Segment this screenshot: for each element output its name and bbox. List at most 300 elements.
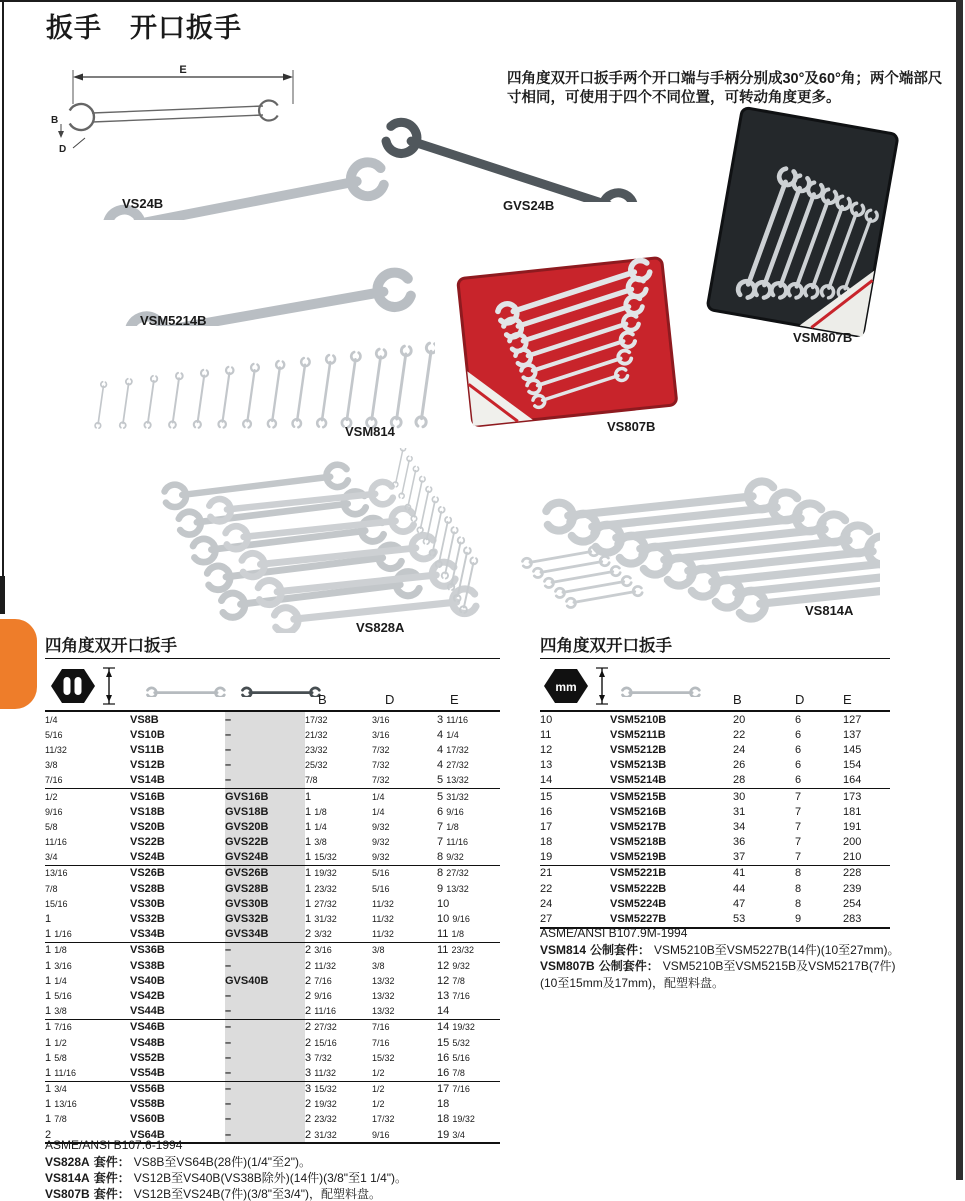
cell-d: 11/32 [372, 914, 394, 925]
product-label-vs807b: VS807B [607, 419, 656, 434]
cell-b: 41 [730, 865, 792, 881]
col-b-label: B [318, 692, 327, 707]
cell-e: 191 [843, 820, 862, 833]
note-model: VSM814 [540, 943, 587, 957]
cell-size: 3/8 [45, 760, 58, 771]
inch-table-title: 四角度双开口扳手 [45, 637, 177, 655]
cell-d: 15/32 [372, 1052, 395, 1063]
chrome-wrench-icon [140, 671, 232, 697]
cell-e: 10 [437, 897, 450, 910]
wrench-art [169, 373, 183, 429]
cell-size: 1 3/8 [45, 1005, 67, 1018]
cell-gvs: – [225, 958, 305, 973]
cell-e: 254 [843, 897, 862, 910]
cell-e: 12 9/32 [437, 959, 470, 972]
table-row [45, 896, 500, 911]
cell-d: 13/32 [372, 975, 395, 986]
note-text: VS12B至VS40B(VS38B除外)(14件)(3/8"至1 1/4")。 [133, 1171, 408, 1185]
cell-b: 31 [733, 805, 746, 818]
cell-size: 13/16 [45, 865, 130, 881]
cell-d: 1/2 [372, 1099, 385, 1110]
cell-b: 47 [733, 897, 746, 910]
wrench-art [218, 367, 234, 428]
cell-d: 5/16 [372, 865, 437, 881]
cell-size: 21 [540, 865, 610, 881]
cell-b: 1 27/32 [305, 897, 337, 910]
cell-e: 164 [843, 774, 862, 787]
page-top-rule [0, 0, 962, 2]
cell-d: 11/32 [372, 929, 394, 940]
cell-d: 9/32 [372, 821, 390, 832]
inch-standard: ASME/ANSI B107.6-1994 [45, 1138, 183, 1152]
cell-size: 11/16 [45, 837, 67, 848]
wrench-art [384, 119, 636, 202]
cell-d: 7/32 [372, 744, 390, 755]
page-left-rule [2, 2, 4, 612]
cell-size: 3/4 [45, 852, 58, 863]
cell-e: 16 5/16 [437, 1051, 470, 1064]
cell-size: 14 [540, 774, 553, 787]
cell-b: 2 3/32 [305, 928, 332, 941]
cell-model: VS64B [130, 1128, 165, 1141]
vs828a-set-photo [122, 448, 522, 633]
table-row [540, 865, 890, 881]
cell-e: 145 [843, 743, 862, 756]
cell-gvs: – [225, 942, 305, 958]
product-label-vs24b: VS24B [122, 196, 164, 211]
cell-e: 10 9/16 [437, 913, 470, 926]
table-row [540, 804, 890, 819]
cell-e: 239 [843, 882, 862, 895]
cell-e: 4 27/32 [437, 759, 469, 772]
col-e-label: E [450, 692, 459, 707]
vsm814-set-photo [80, 338, 435, 438]
cell-model: VS30B [130, 897, 165, 910]
table-row [45, 758, 500, 773]
col-d-label: D [795, 692, 805, 707]
cell-model: VSM5213B [610, 759, 667, 772]
metric-table-header [540, 658, 890, 711]
vs814a-set-photo [515, 468, 880, 623]
wrench-art [391, 346, 412, 427]
wrench-art [292, 358, 310, 428]
hex-mm-icon [540, 664, 618, 708]
metric-note [540, 958, 898, 992]
table-row [45, 973, 500, 988]
cell-d: 7/16 [372, 1037, 390, 1048]
cell-b: 34 [733, 820, 746, 833]
cell-e: 13 7/16 [437, 989, 470, 1002]
vs807b-tray-photo [440, 256, 690, 431]
note-text: VS8B至VS64B(28件)(1/4"至2")。 [133, 1155, 311, 1169]
cell-size: 13 [540, 759, 553, 772]
cell-e: 173 [842, 788, 890, 804]
metric-note [540, 942, 899, 958]
cell-model: VSM5216B [610, 805, 667, 818]
cell-d: 1/2 [372, 1067, 385, 1078]
table-row [45, 942, 500, 958]
cell-gvs: GVS18B [225, 804, 305, 819]
cell-b: 2 9/16 [305, 989, 332, 1002]
cell-e: 8 27/32 [437, 865, 500, 881]
cell-b: 7/8 [305, 775, 318, 786]
cell-e: 7 1/8 [437, 820, 459, 833]
cell-e: 4 17/32 [437, 743, 469, 756]
table-row [45, 742, 500, 757]
table-row [45, 850, 500, 866]
wrench-art [119, 379, 132, 429]
vsm5214b-photo [95, 226, 435, 326]
cell-gvs: GVS22B [225, 835, 305, 850]
table-row [540, 758, 890, 773]
note-model: VS828A [45, 1155, 90, 1169]
wrench-art [415, 343, 435, 427]
cell-d: 6 [795, 774, 802, 787]
cell-size: 1 5/16 [45, 989, 72, 1002]
cell-model: VS34B [130, 928, 165, 941]
cell-size: 1 5/8 [45, 1051, 67, 1064]
cell-gvs: – [225, 1112, 305, 1127]
table-row [540, 742, 890, 757]
cell-b: 21/32 [305, 729, 328, 740]
cell-b: 2 15/16 [305, 1036, 337, 1049]
cell-gvs: – [225, 711, 305, 727]
cell-model: VS52B [130, 1051, 165, 1064]
cell-b: 1 1/8 [305, 805, 327, 818]
cell-b: 30 [730, 788, 792, 804]
cell-model: VSM5212B [610, 743, 667, 756]
inch-note [45, 1170, 407, 1186]
cell-e: 7 11/16 [437, 836, 469, 849]
cell-e: 17 7/16 [437, 1081, 500, 1097]
cell-model: VSM5227B [610, 913, 667, 926]
metric-standard: ASME/ANSI B107.9M-1994 [540, 926, 688, 940]
cell-model: VS11B [130, 743, 165, 756]
product-label-vs828a: VS828A [356, 620, 405, 635]
cell-size: 7/16 [45, 775, 63, 786]
table-row [540, 727, 890, 742]
cell-b: 3 7/32 [305, 1051, 332, 1064]
cell-e: 14 [437, 1005, 450, 1018]
cell-d: 9/32 [372, 837, 390, 848]
note-text: VSM5210B至VSM5215B及VSM5217B(7件)(10至15mm及17mm)，配塑料盘。 [540, 959, 896, 990]
cell-model: VS28B [130, 882, 165, 895]
cell-gvs: GVS20B [225, 819, 305, 834]
cell-d: 6 [795, 759, 802, 772]
cell-b: 28 [733, 774, 746, 787]
cell-model: VSM5215B [610, 788, 730, 804]
cell-size: 18 [540, 836, 553, 849]
cell-d: 5/16 [372, 883, 390, 894]
dim-e-label: E [179, 64, 187, 76]
cell-e: 18 19/32 [437, 1113, 475, 1126]
cell-size: 11 [540, 728, 552, 741]
cell-d: 7 [792, 788, 842, 804]
cell-b: 2 31/32 [305, 1128, 337, 1141]
cell-size: 15/16 [45, 898, 68, 909]
cell-d: 13/32 [372, 990, 395, 1001]
table-row [540, 835, 890, 850]
cell-gvs: – [225, 1004, 305, 1020]
cell-gvs: – [225, 773, 305, 789]
cell-model: VS60B [130, 1113, 165, 1126]
cell-model: VS12B [130, 759, 165, 772]
table-row [45, 835, 500, 850]
cell-model: VSM5221B [610, 865, 730, 881]
dim-d-label: D [59, 144, 67, 155]
cell-gvs: GVS16B [225, 788, 305, 804]
cell-b: 1 3/8 [305, 836, 327, 849]
note-text: VSM5210B至VSM5227B(14件)(10至27mm)。 [654, 943, 900, 957]
cell-b: 37 [733, 851, 746, 864]
cell-d: 11/32 [372, 898, 394, 909]
cell-e: 200 [843, 836, 862, 849]
cell-b: 2 11/32 [305, 959, 337, 972]
table-row [45, 1112, 500, 1127]
cell-model: VS38B [130, 959, 165, 972]
cell-model: VSM5217B [610, 820, 667, 833]
table-row [540, 850, 890, 866]
wrench-art [144, 376, 158, 429]
cell-size: 12 [540, 743, 553, 756]
cell-e: 3 11/16 [437, 713, 469, 726]
inch-table-header [45, 658, 500, 711]
cell-model: VSM5210B [610, 713, 667, 726]
cell-model: VS42B [130, 989, 165, 1002]
table-row [45, 804, 500, 819]
cell-e: 283 [843, 913, 862, 926]
cell-gvs: – [225, 742, 305, 757]
description-text: 四角度双开口扳手两个开口端与手柄分别成30°及60°角；两个端部尺寸相同，可使用于四个不同位置，可转动角度更多。 [507, 71, 943, 106]
cell-d: 7 [795, 805, 802, 818]
cell-e: 12 7/8 [437, 974, 465, 987]
cell-gvs: – [225, 1097, 305, 1112]
cell-d: 6 [795, 713, 802, 726]
cell-size: 9/16 [45, 806, 63, 817]
table-row [45, 911, 500, 926]
cell-d: 8 [795, 897, 802, 910]
cell-b: 1 23/32 [305, 882, 337, 895]
cell-b: 36 [733, 836, 746, 849]
table-row [540, 881, 890, 896]
page-edge-tab [0, 619, 37, 709]
cell-model: VS56B [130, 1081, 225, 1097]
cell-size: 19 [540, 851, 553, 864]
table-row [45, 881, 500, 896]
page-title: 扳手 开口扳手 [46, 13, 242, 43]
note-label: 套件： [93, 1171, 130, 1185]
cell-gvs: – [225, 1127, 305, 1143]
cell-e: 8 9/32 [437, 851, 464, 864]
table-row [45, 1081, 500, 1097]
cell-gvs: GVS40B [225, 973, 305, 988]
cell-b: 25/32 [305, 760, 328, 771]
table-row [540, 711, 890, 727]
product-label-vsm5214b: VSM5214B [140, 313, 207, 328]
cell-d: 8 [792, 865, 842, 881]
inch-note [45, 1154, 311, 1170]
cell-model: VS32B [130, 913, 165, 926]
table-row [45, 1097, 500, 1112]
cell-size: 24 [540, 897, 553, 910]
metric-table [540, 710, 890, 929]
cell-size: 1/4 [45, 714, 58, 725]
page-left-mark [0, 576, 5, 614]
cell-size: 1 3/4 [45, 1081, 130, 1097]
cell-model: VS40B [130, 974, 165, 987]
cell-size: 10 [540, 713, 553, 726]
cell-model: VS58B [130, 1098, 165, 1111]
cell-gvs: GVS30B [225, 896, 305, 911]
cell-d: 6 [795, 728, 802, 741]
cell-size: 1 7/16 [45, 1019, 130, 1035]
cell-d: 9/32 [372, 852, 390, 863]
cell-size: 17 [540, 820, 553, 833]
wrench-art [243, 364, 260, 428]
cell-size: 1 13/16 [45, 1098, 77, 1111]
cell-e: 18 [437, 1098, 450, 1111]
inch-note [45, 1186, 381, 1201]
hex-nut-icon [47, 664, 125, 708]
cell-e: 137 [843, 728, 862, 741]
cell-b: 1 1/4 [305, 820, 327, 833]
cell-b: 2 3/16 [305, 942, 372, 958]
cell-d: 1/4 [372, 788, 437, 804]
cell-gvs: – [225, 727, 305, 742]
cell-model: VS26B [130, 865, 225, 881]
cell-model: VS36B [130, 942, 225, 958]
cell-d: 13/32 [372, 1006, 395, 1017]
product-label-vs814a: VS814A [805, 603, 854, 618]
cell-gvs: – [225, 988, 305, 1003]
cell-b: 23/32 [305, 744, 328, 755]
table-row [45, 958, 500, 973]
cell-b: 2 27/32 [305, 1019, 372, 1035]
cell-e: 9 13/32 [437, 882, 469, 895]
cell-model: VSM5219B [610, 851, 667, 864]
cell-d: 7/32 [372, 760, 390, 771]
cell-model: VSM5222B [610, 882, 667, 895]
cell-size: 1 [45, 913, 52, 926]
note-label: 公制套件： [590, 943, 651, 957]
note-model: VS807B [45, 1187, 90, 1201]
cell-gvs: – [225, 1050, 305, 1065]
product-label-gvs24b: GVS24B [503, 198, 555, 213]
cell-b: 2 7/16 [305, 974, 332, 987]
cell-e: 15 5/32 [437, 1036, 470, 1049]
cell-gvs: – [225, 758, 305, 773]
cell-b: 24 [733, 743, 746, 756]
table-row [45, 1065, 500, 1081]
cell-model: VS10B [130, 728, 165, 741]
cell-model: VS46B [130, 1019, 225, 1035]
table-row [540, 819, 890, 834]
cell-model: VS48B [130, 1036, 165, 1049]
cell-gvs: GVS34B [225, 927, 305, 943]
table-row [540, 788, 890, 804]
table-row [45, 819, 500, 834]
table-row [45, 773, 500, 789]
cell-d: 9/16 [372, 1129, 390, 1140]
cell-size: 15 [540, 788, 610, 804]
note-label: 套件： [93, 1187, 130, 1201]
cell-d: 7 [795, 820, 802, 833]
vsm807b-tray-photo [695, 105, 910, 345]
cell-gvs: GVS32B [225, 911, 305, 926]
note-text: VS12B至VS24B(7件)(3/8"至3/4")，配塑料盘。 [133, 1187, 381, 1201]
col-b-label: B [733, 692, 742, 707]
wrench-art [341, 352, 361, 428]
cell-d: 1/2 [372, 1081, 437, 1097]
cell-size: 7/8 [45, 883, 58, 894]
cell-gvs: – [225, 1019, 305, 1035]
cell-d: 7/32 [372, 775, 390, 786]
cell-d: 7 [795, 836, 802, 849]
cell-d: 3/8 [372, 942, 437, 958]
cell-size: 27 [540, 913, 553, 926]
col-d-label: D [385, 692, 395, 707]
table-row [540, 773, 890, 789]
cell-size: 5/16 [45, 729, 63, 740]
cell-gvs: – [225, 1065, 305, 1081]
cell-b: 3 15/32 [305, 1081, 372, 1097]
note-model: VS814A [45, 1171, 90, 1185]
cell-b: 2 23/32 [305, 1113, 337, 1126]
wrench-art [366, 349, 386, 428]
table-row [45, 865, 500, 881]
cell-e: 6 9/16 [437, 805, 464, 818]
wrench-art [267, 361, 284, 428]
cell-size: 1 11/16 [45, 1066, 77, 1079]
cell-d: 6 [795, 743, 802, 756]
cell-b: 1 15/32 [305, 851, 337, 864]
cell-size: 5/8 [45, 821, 58, 832]
cell-model: VS8B [130, 713, 159, 726]
table-row [45, 1004, 500, 1020]
cell-model: VSM5224B [610, 897, 667, 910]
cell-e: 181 [843, 805, 862, 818]
table-row [540, 896, 890, 911]
cell-b: 22 [733, 728, 746, 741]
cell-size: 1 1/2 [45, 1036, 67, 1049]
cell-e: 11 1/8 [437, 928, 464, 941]
cell-size: 1 1/8 [45, 942, 130, 958]
table-row [45, 988, 500, 1003]
table-row [45, 711, 500, 727]
cell-d: 8 [795, 882, 802, 895]
table-row [45, 1019, 500, 1035]
table-row [45, 927, 500, 943]
inch-table [45, 710, 500, 1144]
cell-model: VS20B [130, 820, 165, 833]
chrome-wrench-icon [615, 671, 707, 697]
cell-size: 1/2 [45, 788, 130, 804]
cell-size: 16 [540, 805, 553, 818]
cell-b: 1 19/32 [305, 865, 372, 881]
cell-b: 3 11/32 [305, 1066, 337, 1079]
cell-b: 2 11/16 [305, 1005, 337, 1018]
cell-model: VSM5214B [610, 774, 667, 787]
cell-model: VSM5211B [610, 728, 666, 741]
metric-table-title: 四角度双开口扳手 [540, 637, 672, 655]
cell-b: 17/32 [305, 714, 328, 725]
table-row [45, 1050, 500, 1065]
cell-gvs: – [225, 1081, 305, 1097]
cell-e: 14 19/32 [437, 1019, 500, 1035]
wrench-art [193, 370, 208, 428]
wrench-art [441, 527, 458, 579]
vs24b-photo [70, 120, 405, 220]
